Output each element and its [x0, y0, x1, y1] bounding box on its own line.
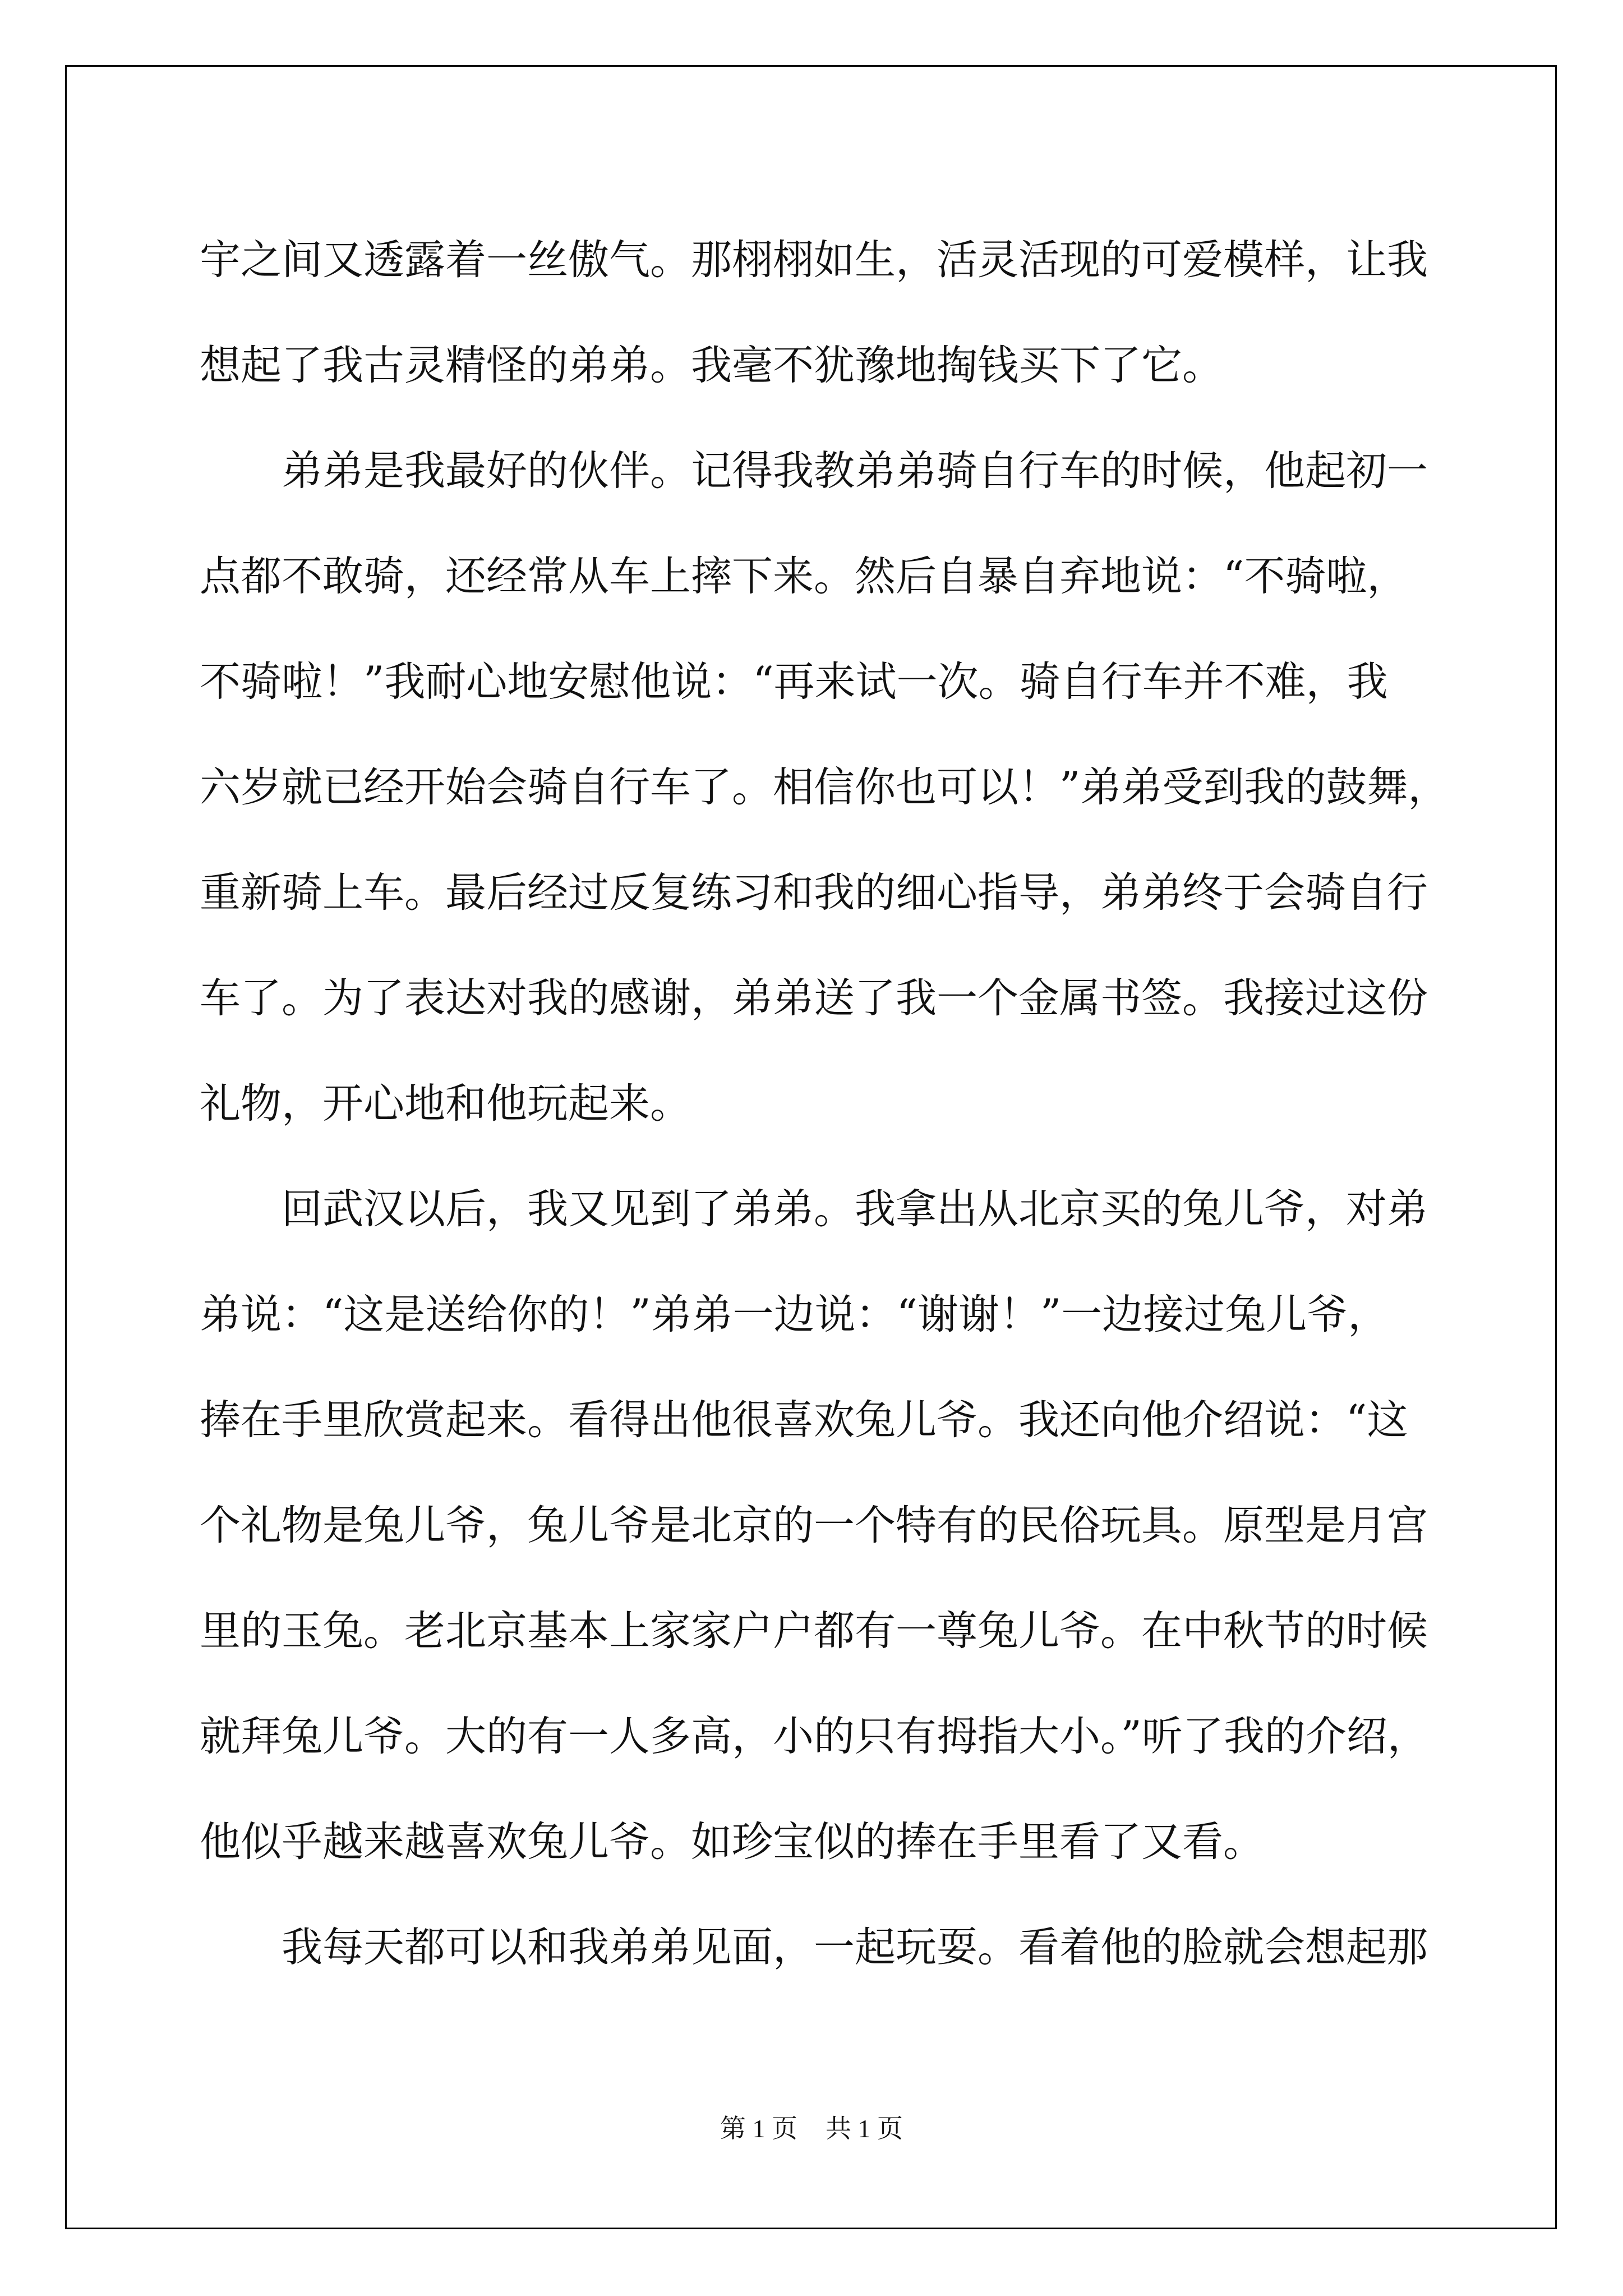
page-total: 共 1 页	[826, 2114, 903, 2143]
text-line: 宇之间又透露着一丝傲气。那栩栩如生，活灵活现的可爱模样，让我	[200, 236, 1428, 284]
text-line: 我每天都可以和我弟弟见面，一起玩耍。看着他的脸就会想起那	[282, 1924, 1428, 1971]
text-line: 弟弟是我最好的伙伴。记得我教弟弟骑自行车的时候，他起初一	[282, 447, 1428, 495]
text-line: 重新骑上车。最后经过反复练习和我的细心指导，弟弟终于会骑自行	[200, 869, 1428, 917]
paragraph	[200, 1157, 1433, 1895]
text-line: 个礼物是兔儿爷，兔儿爷是北京的一个特有的民俗玩具。原型是月宫	[200, 1502, 1428, 1549]
text-line: 点都不敢骑，还经常从车上摔下来。然后自暴自弃地说：“不骑啦，	[200, 553, 1408, 600]
paragraph	[200, 418, 1449, 1157]
page-number: 第 1 页	[720, 2114, 797, 2143]
text-line: 车了。为了表达对我的感谢，弟弟送了我一个金属书签。我接过这份	[200, 974, 1428, 1022]
text-line: 不骑啦！”我耐心地安慰他说：“再来试一次。骑自行车并不难，我	[200, 658, 1388, 706]
text-line: 就拜兔儿爷。大的有一人多高，小的只有拇指大小。”听了我的介绍，	[200, 1713, 1428, 1760]
document-body	[200, 208, 1449, 2000]
paragraph	[200, 1895, 1433, 2000]
page-footer	[0, 2108, 1623, 2145]
text-line: 回武汉以后，我又见到了弟弟。我拿出从北京买的兔儿爷，对弟	[282, 1185, 1428, 1233]
text-line: 弟说：“这是送给你的！”弟弟一边说：“谢谢！”一边接过兔儿爷，	[200, 1291, 1389, 1338]
paragraph	[200, 208, 1433, 418]
text-line: 礼物，开心地和他玩起来。	[200, 1080, 691, 1128]
text-line: 想起了我古灵精怪的弟弟。我毫不犹豫地掏钱买下了它。	[200, 342, 1223, 389]
text-line: 里的玉兔。老北京基本上家家户户都有一尊兔儿爷。在中秋节的时候	[200, 1607, 1428, 1655]
text-line: 他似乎越来越喜欢兔儿爷。如珍宝似的捧在手里看了又看。	[200, 1818, 1264, 1866]
text-line: 捧在手里欣赏起来。看得出他很喜欢兔儿爷。我还向他介绍说：“这	[200, 1396, 1408, 1444]
text-line: 六岁就已经开始会骑自行车了。相信你也可以！”弟弟受到我的鼓舞，	[200, 763, 1449, 811]
